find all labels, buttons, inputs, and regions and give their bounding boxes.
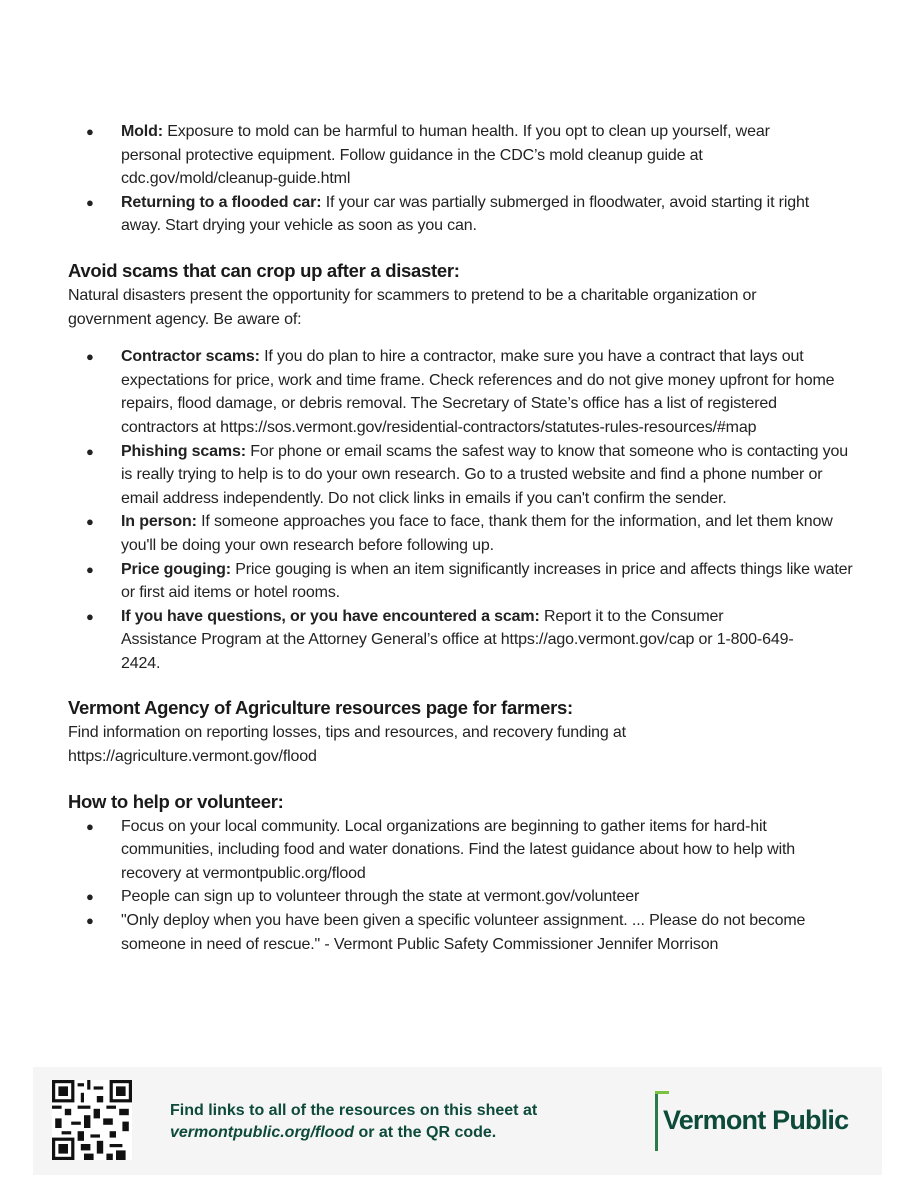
list-item <box>68 605 801 676</box>
bullet-icon: ● <box>86 889 94 905</box>
item-text: For phone or email scams the safest way to know that someone who is contacting you is really trying to help is to do your own research. Go to a trusted website and find a phone number or email address independently. Do not click links in emails if you can't confirm the sender. <box>121 442 848 507</box>
list-item <box>68 120 821 191</box>
qr-code-icon[interactable] <box>52 1080 132 1160</box>
list-item <box>68 191 843 238</box>
item-text: Report it to the Consumer Assistance Program at the Attorney General’s office at https://ago.vermont.gov/cap or 1-800-649-2424. <box>121 607 794 672</box>
logo-text: Vermont Public <box>663 1105 849 1135</box>
scams-intro: Natural disasters present the opportunity for scammers to pretend to be a charitable organization or government agency. Be aware of: <box>68 286 757 328</box>
agriculture-heading: Vermont Agency of Agriculture resources page for farmers: <box>68 697 573 719</box>
bullet-icon: ● <box>86 913 94 929</box>
item-text: If your car was partially submerged in floodwater, avoid starting it right away. Start drying your vehicle as soon as you can. <box>121 193 810 235</box>
list-item <box>68 815 821 886</box>
item-label: Price gouging: <box>121 560 231 578</box>
item-text: Exposure to mold can be harmful to human health. If you opt to clean up yourself, wear personal protective equipment. Follow guidance in the CDC’s mold cleanup guide at cdc.gov/mold/cleanup-guide.html <box>121 123 770 188</box>
bullet-icon: ● <box>86 561 94 577</box>
footer-link[interactable]: vermontpublic.org/flood <box>170 1124 354 1141</box>
item-label: Mold: <box>121 123 163 140</box>
item-text: If someone approaches you face to face, thank them for the information, and let them know you'll be doing your own research before following up. <box>121 513 833 554</box>
footer-line-2-rest: or at the QR code. <box>354 1124 497 1141</box>
item-text: "Only deploy when you have been given a specific volunteer assignment. ... Please do not become someone in need of rescue." - Vermont Public Safety Commissioner Jennifer Morrison <box>121 912 806 953</box>
footer-text <box>170 1100 537 1144</box>
list-item <box>68 558 858 605</box>
footer-line-1: Find links to all of the resources on this sheet at <box>170 1102 538 1119</box>
bullet-icon: ● <box>86 608 94 624</box>
item-text: People can sign up to volunteer through the state at vermont.gov/volunteer <box>121 888 640 906</box>
item-label: In person: <box>121 513 197 531</box>
document-body <box>68 120 858 956</box>
vermont-public-logo <box>655 1091 865 1153</box>
scams-heading: Avoid scams that can crop up after a disaster: <box>68 259 460 281</box>
agriculture-text: Find information on reporting losses, tips and resources, and recovery funding at https://agriculture.vermont.gov/flood <box>68 724 626 766</box>
list-item <box>68 345 858 439</box>
volunteer-heading: How to help or volunteer: <box>68 790 284 812</box>
scams-list <box>68 345 858 675</box>
item-text: Focus on your local community. Local organizations are beginning to gather items for hard-hit communities, including food and water donations. Find the latest guidance about how to help with recovery at vermontpublic.org/flood <box>121 817 796 882</box>
cleanup-list <box>68 120 858 238</box>
item-label: If you have questions, or you have encountered a scam: <box>121 607 540 625</box>
bullet-icon: ● <box>86 349 94 365</box>
list-item <box>68 885 858 909</box>
item-label: Returning to a flooded car: <box>121 193 322 211</box>
list-item <box>68 510 858 557</box>
list-item <box>68 909 866 956</box>
bullet-icon: ● <box>86 124 94 139</box>
footer-line-2 <box>170 1122 537 1144</box>
bullet-icon: ● <box>86 194 94 210</box>
bullet-icon: ● <box>86 818 94 834</box>
item-text: If you do plan to hire a contractor, make sure you have a contract that lays out expectations for price, work and time frame. Check references and do not give money upfront for home repairs, flood damage, or debris removal. The Secretary of State’s office has a list of registered contractors at https://sos.vermont.gov/residential-contractors/statutes-rules-resources/#map <box>121 348 835 436</box>
bullet-icon: ● <box>86 514 94 530</box>
item-text: Price gouging is when an item significantly increases in price and affects things like water or first aid items or hotel rooms. <box>121 560 853 602</box>
item-label: Phishing scams: <box>121 442 246 460</box>
item-label: Contractor scams: <box>121 348 260 366</box>
list-item <box>68 440 858 511</box>
volunteer-list <box>68 815 858 957</box>
bullet-icon: ● <box>86 443 94 459</box>
footer-banner <box>33 1067 882 1175</box>
